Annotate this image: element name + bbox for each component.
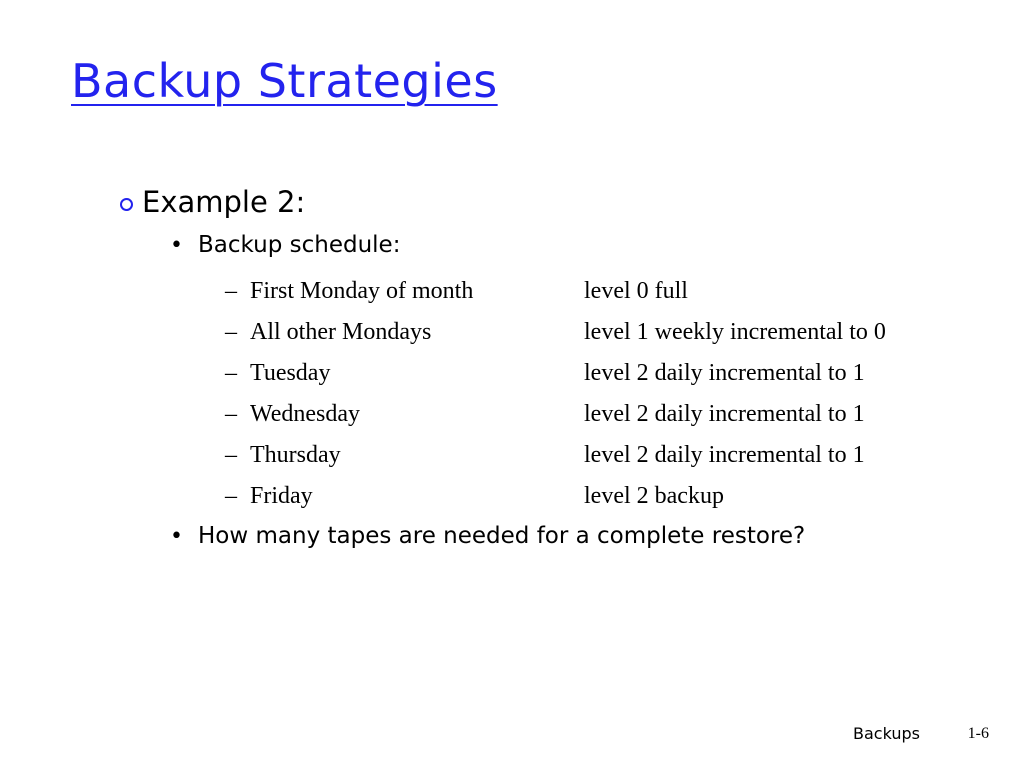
schedule-level: level 1 weekly incremental to 0 [584,319,886,345]
schedule-day: Thursday [250,442,341,468]
dash-bullet-icon: – [225,319,237,345]
schedule-row [225,360,985,390]
footer-label: Backups [853,724,920,743]
schedule-day: Tuesday [250,360,331,386]
schedule-row [225,278,985,308]
dot-bullet-icon: • [170,524,183,549]
question-text: How many tapes are needed for a complete restore? [198,523,806,549]
schedule-row [225,319,985,349]
schedule-bullet [170,232,400,258]
dash-bullet-icon: – [225,442,237,468]
schedule-day: First Monday of month [250,278,474,304]
schedule-day: Friday [250,483,313,509]
schedule-level: level 2 daily incremental to 1 [584,401,865,427]
schedule-day: Wednesday [250,401,361,427]
hollow-circle-icon [120,198,133,211]
schedule-level: level 2 daily incremental to 1 [584,360,865,386]
schedule-row [225,442,985,472]
schedule-row [225,483,985,513]
slide-title: Backup Strategies [71,54,498,108]
example-label: Example 2: [142,185,306,219]
schedule-label: Backup schedule: [198,232,401,258]
dash-bullet-icon: – [225,483,237,509]
dash-bullet-icon: – [225,360,237,386]
schedule-level: level 2 backup [584,483,724,509]
schedule-row [225,401,985,431]
dash-bullet-icon: – [225,278,237,304]
dash-bullet-icon: – [225,401,237,427]
example-bullet [120,185,305,219]
slide-number: 1-6 [967,725,989,742]
schedule-day: All other Mondays [250,319,432,345]
question-bullet [170,523,805,549]
schedule-level: level 0 full [584,278,688,304]
schedule-level: level 2 daily incremental to 1 [584,442,865,468]
dot-bullet-icon: • [170,233,183,258]
